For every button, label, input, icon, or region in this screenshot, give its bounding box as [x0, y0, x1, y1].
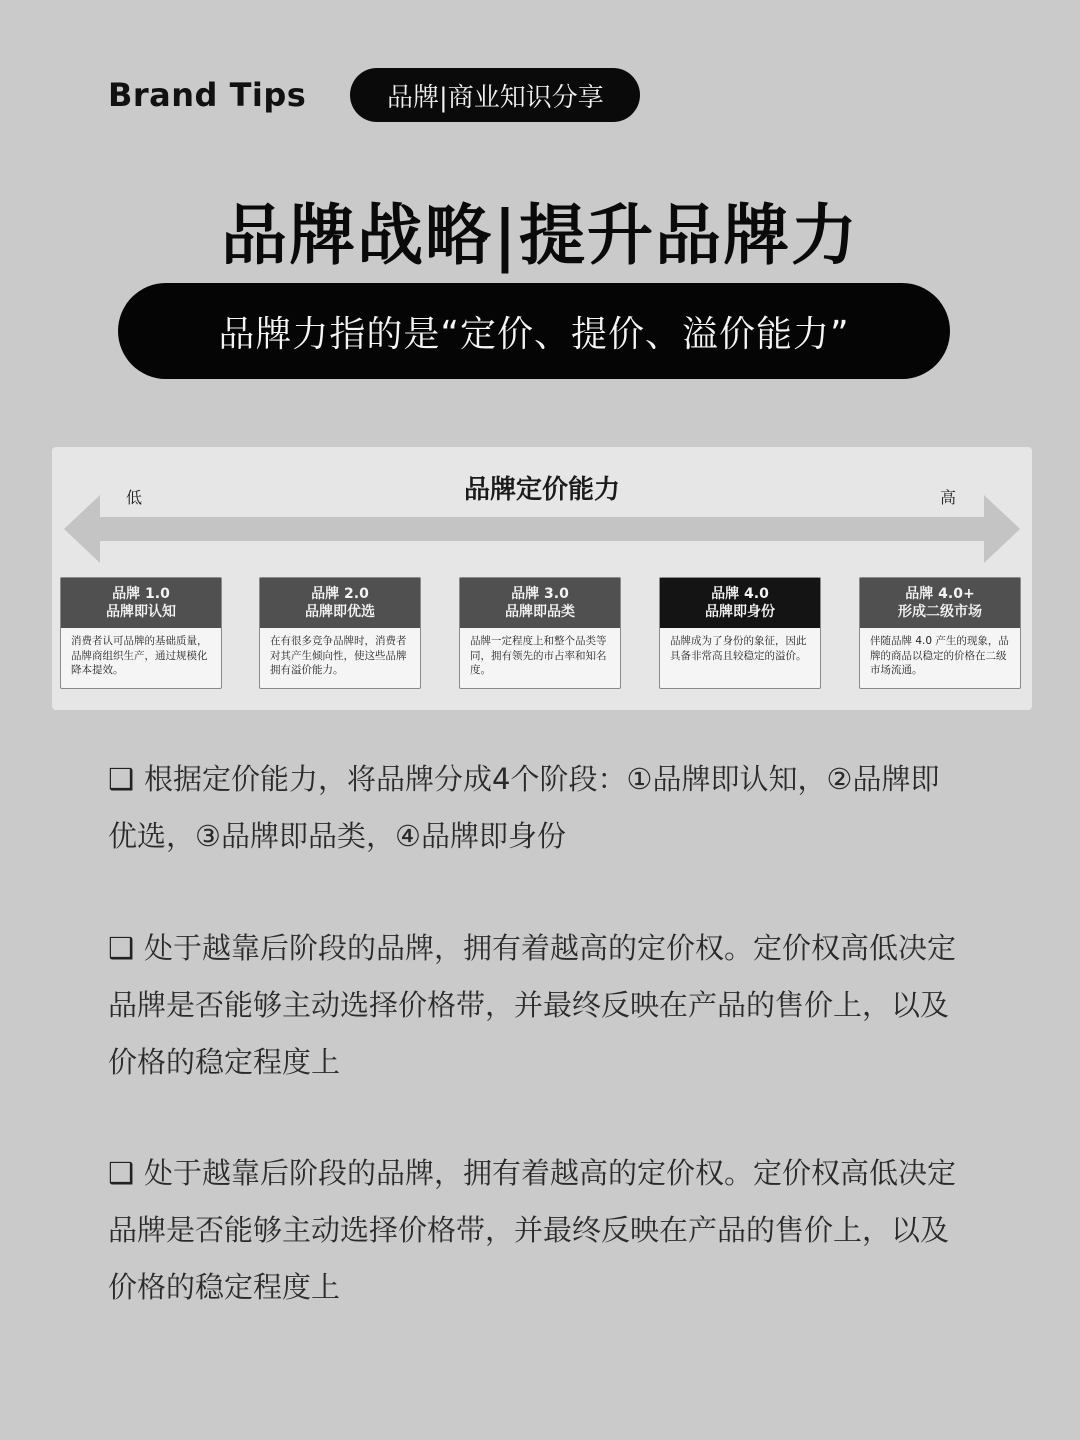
- paragraph-3: [108, 1145, 968, 1316]
- stage-card-5: [859, 577, 1021, 689]
- paragraph-text: 根据定价能力，将品牌分成4个阶段：①品牌即认知，②品牌即优选，③品牌即品类，④品牌即身份: [108, 762, 940, 853]
- checkbox-bullet-icon: ❑: [108, 931, 134, 965]
- paragraph-text: 处于越靠后阶段的品牌，拥有着越高的定价权。定价权高低决定品牌是否能够主动选择价格带，并最终反映在产品的售价上，以及价格的稳定程度上: [108, 1156, 957, 1304]
- pricing-power-figure: [52, 447, 1032, 710]
- paragraph-2: [108, 920, 968, 1091]
- stage-name: 形成二级市场: [898, 604, 982, 620]
- stage-header: [460, 578, 620, 628]
- stage-description: 在有很多竞争品牌时，消费者对其产生倾向性，使这些品牌拥有溢价能力。: [270, 635, 407, 677]
- stage-name: 品牌即优选: [305, 604, 375, 620]
- stage-label: 品牌 2.0: [311, 585, 369, 602]
- page-title: 品牌战略|提升品牌力: [220, 196, 859, 274]
- figure-title: 品牌定价能力: [463, 475, 620, 505]
- stage-label: 品牌 3.0: [511, 585, 569, 602]
- header: [108, 68, 640, 122]
- stage-name: 品牌即认知: [106, 604, 176, 620]
- stage-header: [860, 578, 1020, 628]
- paragraph-text: 处于越靠后阶段的品牌，拥有着越高的定价权。定价权高低决定品牌是否能够主动选择价格带，并最终反映在产品的售价上，以及价格的稳定程度上: [108, 931, 957, 1079]
- stage-card-1: [60, 577, 222, 689]
- high-label: 高: [940, 488, 957, 507]
- stage-header: [260, 578, 420, 628]
- stage-label: 品牌 4.0: [711, 585, 769, 602]
- stage-name: 品牌即身份: [705, 604, 775, 620]
- stage-label: 品牌 1.0: [112, 585, 170, 602]
- stage-card-4: [659, 577, 821, 689]
- checkbox-bullet-icon: ❑: [108, 762, 134, 796]
- stage-description: 消费者认可品牌的基础质量，品牌商组织生产，通过规模化降本提效。: [71, 635, 208, 677]
- brand-title: Brand Tips: [108, 76, 307, 114]
- stage-description: 品牌成为了身份的象征，因此具备非常高且较稳定的溢价。: [670, 635, 807, 662]
- low-label: 低: [126, 488, 143, 507]
- checkbox-bullet-icon: ❑: [108, 1156, 134, 1190]
- stage-description: 品牌一定程度上和整个品类等同，拥有领先的市占率和知名度。: [470, 635, 607, 677]
- stage-card-2: [259, 577, 421, 689]
- subtitle-banner: 品牌力指的是“定价、提价、溢价能力”: [118, 283, 950, 379]
- stage-header: [61, 578, 221, 628]
- stage-name: 品牌即品类: [505, 604, 575, 620]
- stage-header: [660, 578, 820, 628]
- paragraph-1: [108, 751, 968, 865]
- stage-description: 伴随品牌 4.0 产生的现象，品牌的商品以稳定的价格在二级市场流通。: [870, 635, 1009, 677]
- stage-label: 品牌 4.0+: [905, 585, 975, 602]
- stage-card-3: [459, 577, 621, 689]
- topic-tag: 品牌|商业知识分享: [350, 68, 640, 122]
